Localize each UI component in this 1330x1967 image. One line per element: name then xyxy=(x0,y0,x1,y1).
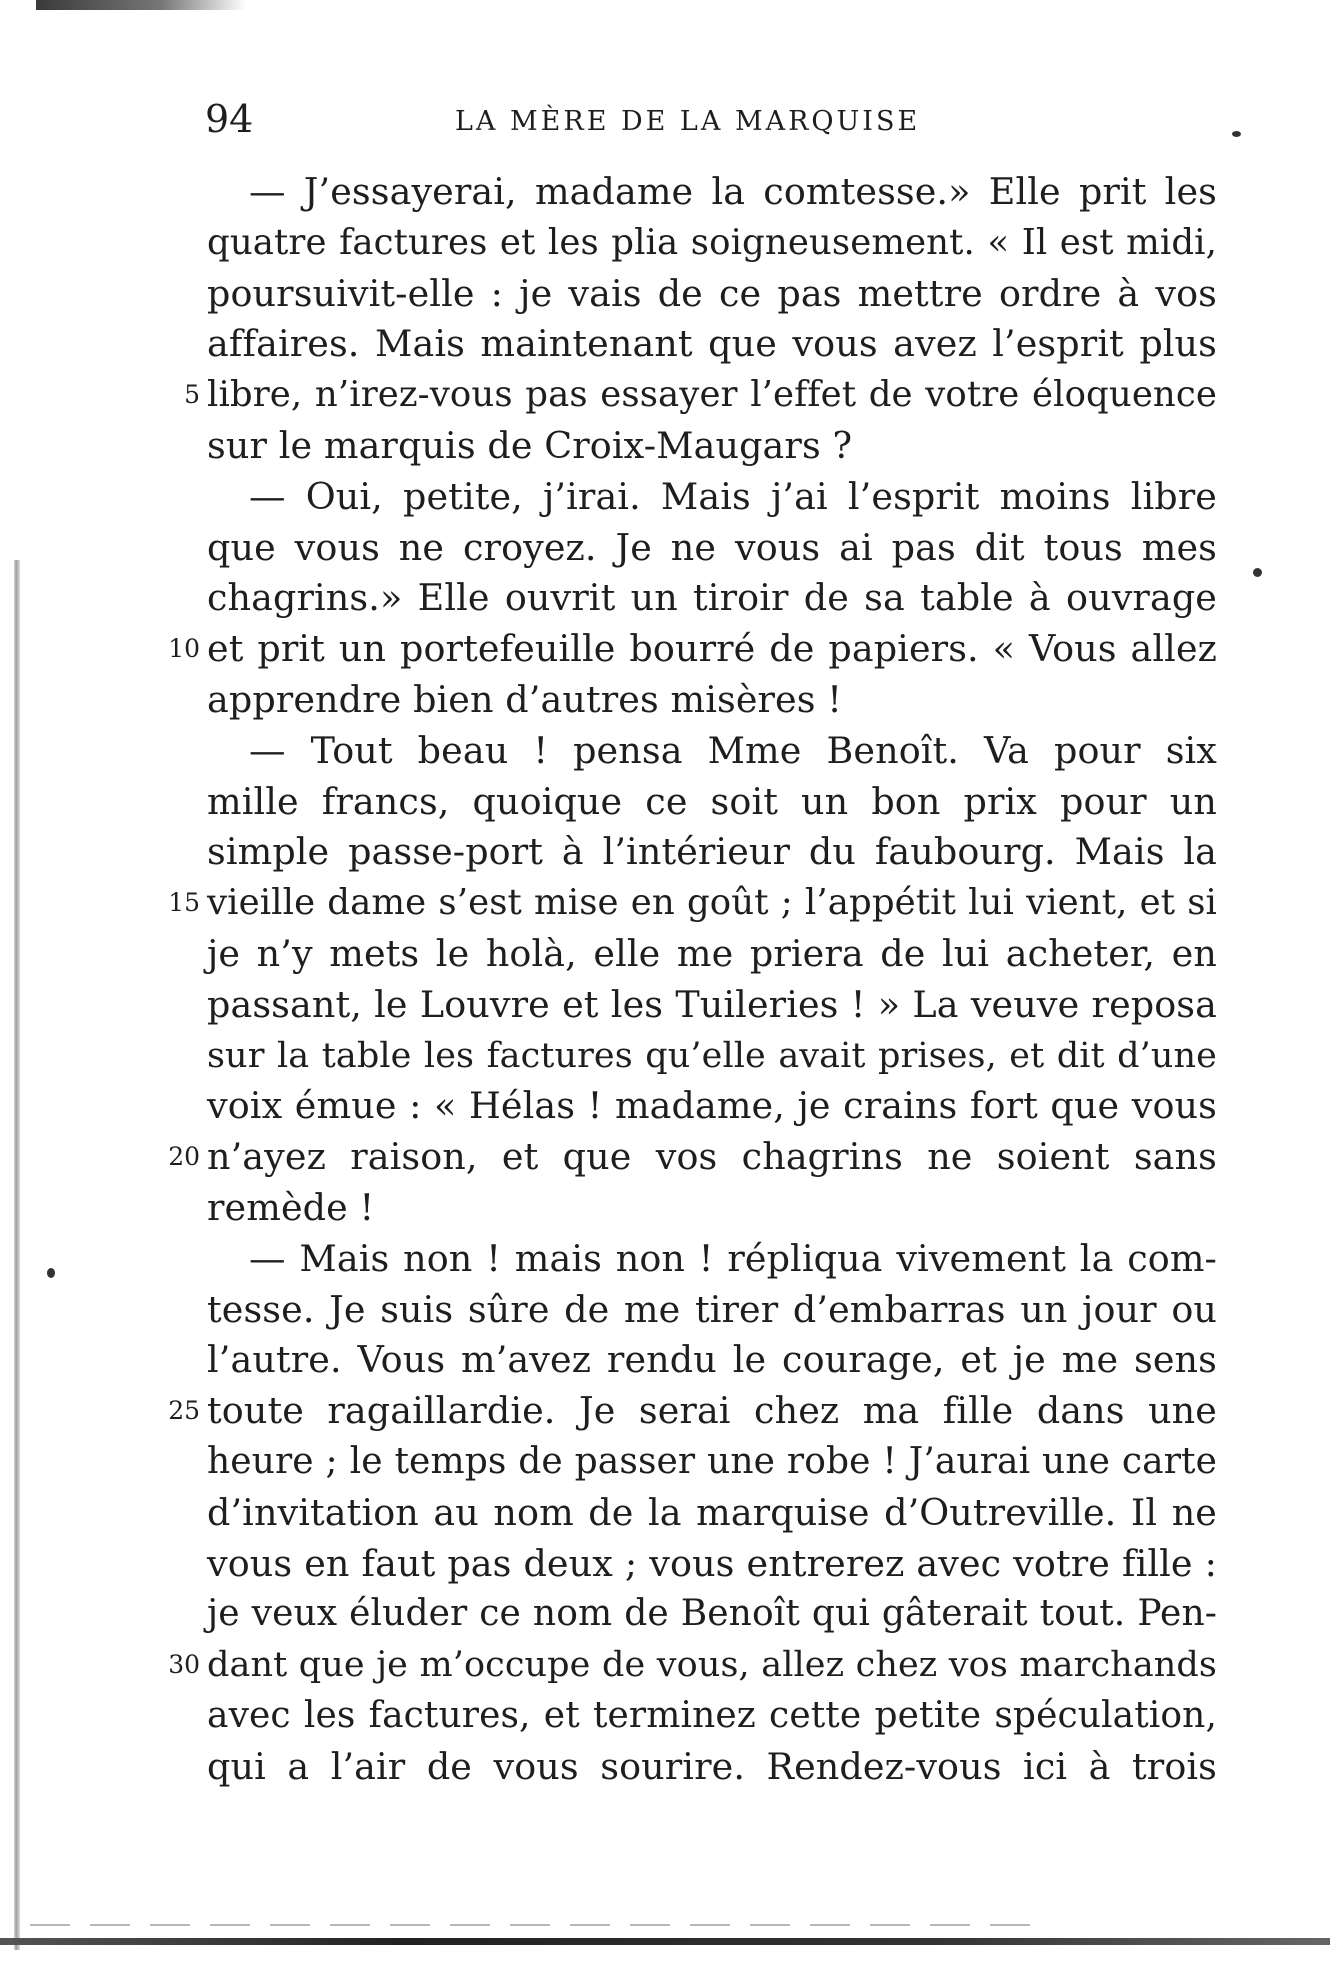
scan-edge-mark xyxy=(36,0,246,10)
text-line: remède ! xyxy=(207,1185,375,1229)
text-line: — Tout beau ! pensa Mme Benoît. Va pour six xyxy=(249,728,1217,772)
text-line: sur le marquis de Croix-Maugars ? xyxy=(207,423,853,467)
ink-speck xyxy=(47,1268,55,1278)
line-number: 5 xyxy=(184,380,200,410)
binding-shadow xyxy=(14,560,20,1950)
text-line: quatre factures et les plia soigneusement. « Il est midi, xyxy=(207,221,1217,263)
text-line: apprendre bien d’autres misères ! xyxy=(207,677,843,721)
page-number: 94 xyxy=(205,97,254,141)
text-line: qui a l’air de vous sourire. Rendez-vous ici à trois xyxy=(207,1744,1217,1788)
text-line: libre, n’irez-vous pas essayer l’effet de votre éloquence xyxy=(207,374,1217,416)
text-line: mille francs, quoique ce soit un bon prix pour un xyxy=(207,779,1217,823)
text-line: toute ragaillardie. Je serai chez ma fille dans une xyxy=(207,1389,1217,1433)
line-number: 20 xyxy=(168,1142,200,1172)
text-line: d’invitation au nom de la marquise d’Outreville. Il ne xyxy=(207,1490,1217,1534)
text-line: — Mais non ! mais non ! répliqua vivement la com- xyxy=(249,1236,1217,1280)
scan-dashed-edge xyxy=(30,1924,1030,1926)
text-line: que vous ne croyez. Je ne vous ai pas dit tous mes xyxy=(207,525,1217,569)
text-line: simple passe-port à l’intérieur du faubourg. Mais la xyxy=(207,830,1217,874)
text-line: — Oui, petite, j’irai. Mais j’ai l’esprit moins libre xyxy=(249,474,1217,518)
ink-speck xyxy=(1232,131,1241,137)
text-line: chagrins.» Elle ouvrit un tiroir de sa table à ouvrage xyxy=(207,576,1217,620)
text-line: passant, le Louvre et les Tuileries ! » La veuve reposa xyxy=(207,982,1217,1026)
body-text xyxy=(207,167,1217,1793)
line-number: 30 xyxy=(168,1650,200,1680)
line-number: 25 xyxy=(168,1396,200,1426)
text-line: tesse. Je suis sûre de me tirer d’embarras un jour ou xyxy=(207,1287,1217,1331)
text-line: voix émue : « Hélas ! madame, je crains fort que vous xyxy=(207,1084,1217,1128)
text-line: l’autre. Vous m’avez rendu le courage, et je me sens xyxy=(207,1338,1217,1382)
text-line: sur la table les factures qu’elle avait prises, et dit d’une xyxy=(207,1035,1217,1076)
text-line: je veux éluder ce nom de Benoît qui gâterait tout. Pen- xyxy=(207,1593,1217,1635)
text-line: et prit un portefeuille bourré de papiers. « Vous allez xyxy=(207,627,1217,671)
text-line: avec les factures, et terminez cette petite spéculation, xyxy=(207,1694,1217,1736)
text-line: — J’essayerai, madame la comtesse.» Elle prit les xyxy=(249,170,1217,213)
text-line: je n’y mets le holà, elle me priera de lui acheter, en xyxy=(207,931,1217,975)
text-line: n’ayez raison, et que vos chagrins ne soient sans xyxy=(207,1135,1217,1179)
running-head: LA MÈRE DE LA MARQUISE xyxy=(455,106,921,137)
text-line: affaires. Mais maintenant que vous avez l’esprit plus xyxy=(207,322,1217,366)
text-line: vous en faut pas deux ; vous entrerez avec votre fille : xyxy=(207,1541,1217,1585)
line-number: 15 xyxy=(168,888,200,918)
scan-bottom-edge xyxy=(0,1938,1330,1945)
text-line: vieille dame s’est mise en goût ; l’appétit lui vient, et si xyxy=(207,882,1217,924)
text-line: poursuivit-elle : je vais de ce pas mettre ordre à vos xyxy=(207,271,1217,315)
text-line: dant que je m’occupe de vous, allez chez vos marchands xyxy=(207,1645,1217,1686)
ink-speck xyxy=(1253,568,1262,577)
line-number: 10 xyxy=(168,634,200,664)
text-line: heure ; le temps de passer une robe ! J’aurai une carte xyxy=(207,1440,1217,1482)
